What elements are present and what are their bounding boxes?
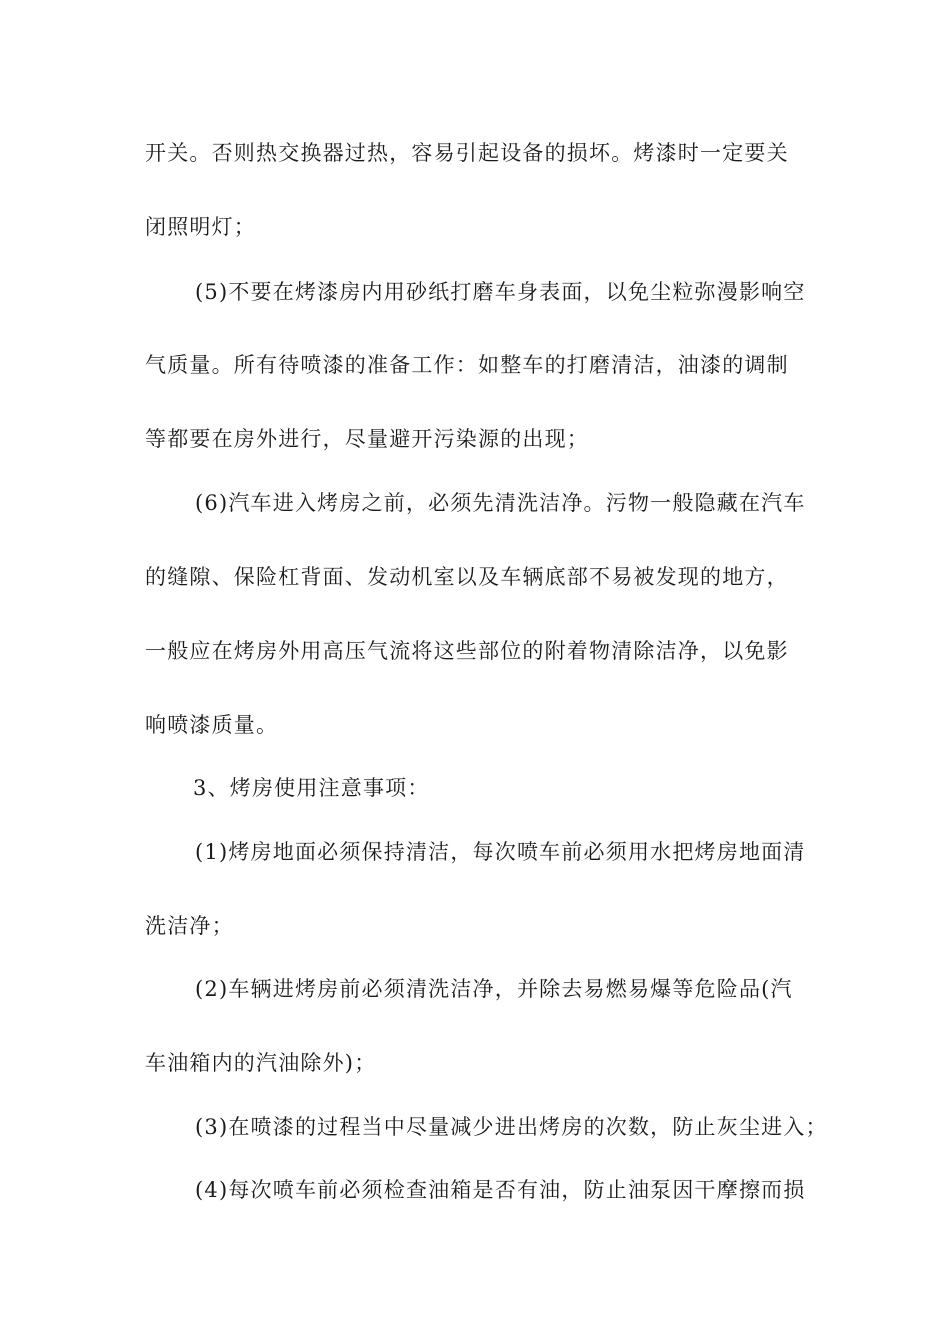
paragraph-line: 闭照明灯； [145,215,256,239]
section-heading: 3、烤房使用注意事项： [193,776,430,800]
paragraph-line: 洗洁净； [145,914,234,938]
paragraph-line: 的缝隙、保险杠背面、发动机室以及车辆底部不易被发现的地方， [145,565,789,589]
paragraph-line: (6)汽车进入烤房之前，必须先清洗洁净。污物一般隐藏在汽车 [195,491,806,515]
paragraph-line: (4)每次喷车前必须检查油箱是否有油，防止油泵因干摩擦而损 [195,1178,806,1202]
paragraph-line: (5)不要在烤漆房内用砂纸打磨车身表面，以免尘粒弥漫影响空 [195,280,806,304]
paragraph-line: (2)车辆进烤房前必须清洗洁净，并除去易燃易爆等危险品(汽 [195,977,793,1001]
paragraph-line: 气质量。所有待喷漆的准备工作：如整车的打磨清洁，油漆的调制 [145,353,789,377]
paragraph-line: 开关。否则热交换器过热，容易引起设备的损坏。烤漆时一定要关 [145,141,789,165]
paragraph-line: 一般应在烤房外用高压气流将这些部位的附着物清除洁净，以免影 [145,639,789,663]
paragraph-line: 响喷漆质量。 [145,713,279,737]
paragraph-line: 等都要在房外进行，尽量避开污染源的出现； [145,427,589,451]
paragraph-line: 车油箱内的汽油除外)； [145,1051,377,1075]
paragraph-line: (1)烤房地面必须保持清洁，每次喷车前必须用水把烤房地面清 [195,840,806,864]
paragraph-line: (3)在喷漆的过程当中尽量减少进出烤房的次数，防止灰尘进入； [195,1115,828,1139]
